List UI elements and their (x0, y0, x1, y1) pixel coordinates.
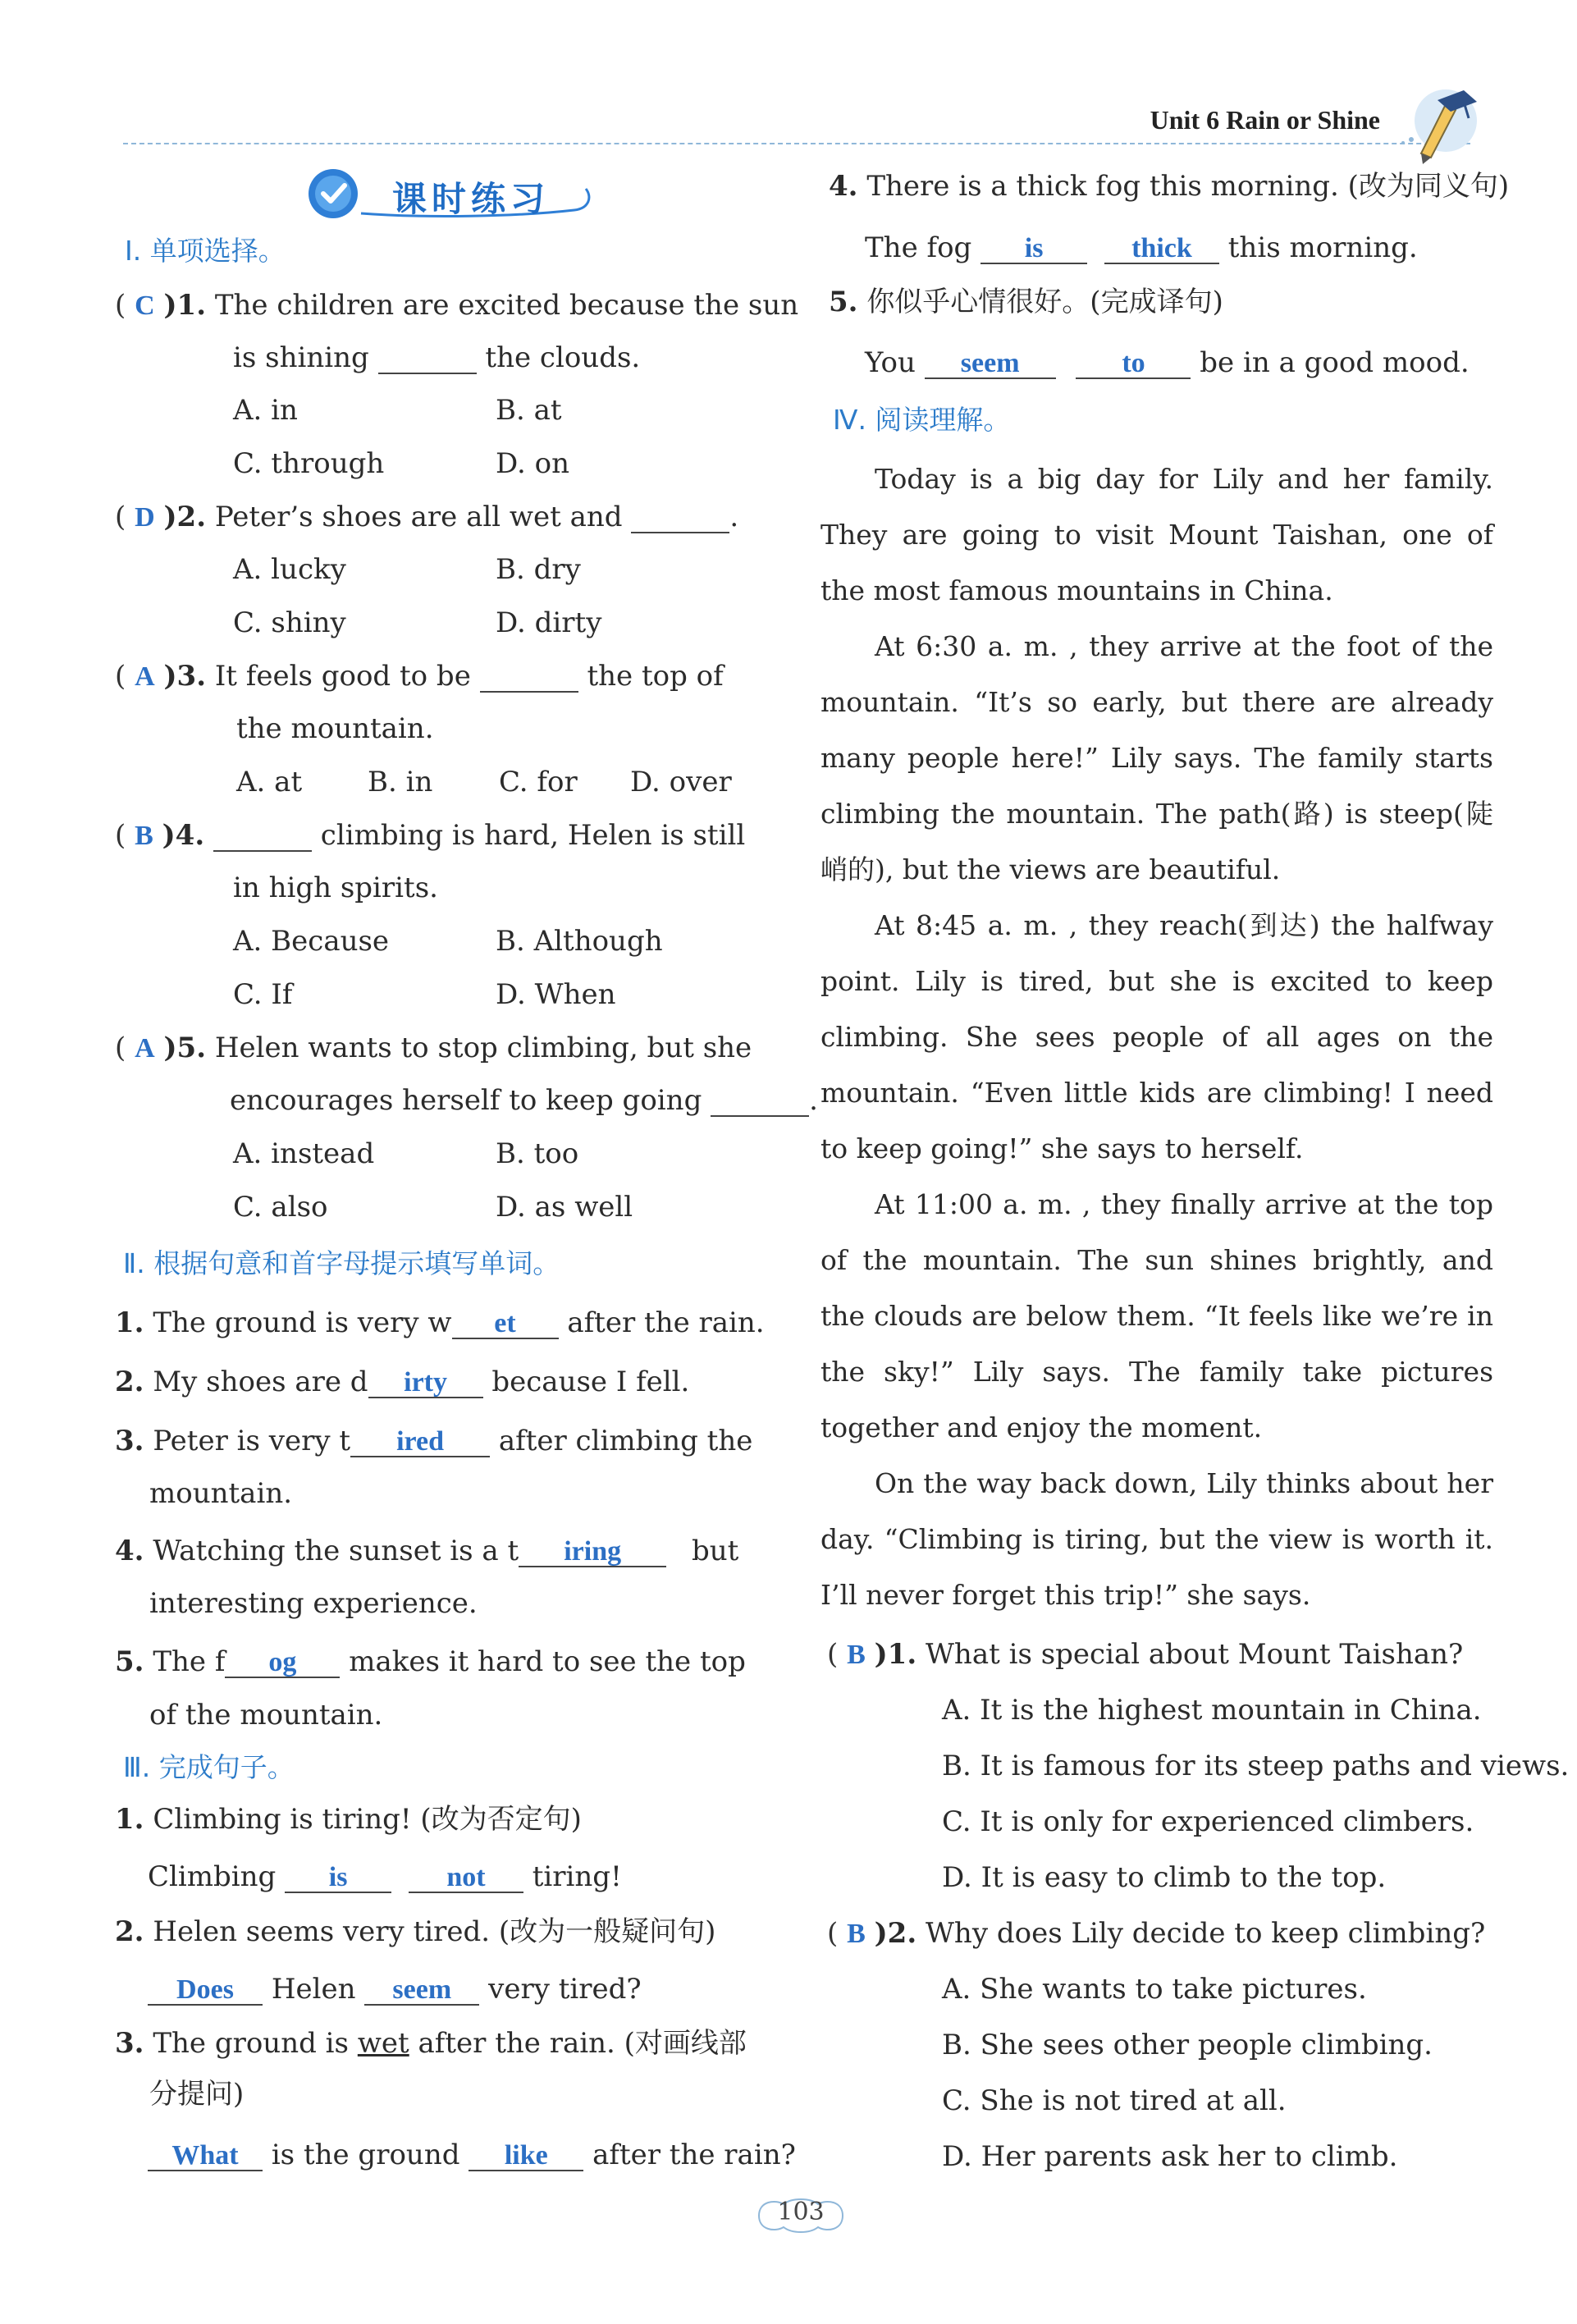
passage-paragraph: Today is a big day for Lily and her family. They are going to visit Mount Taishan, one of the most famous mountains in China. (820, 463, 1493, 606)
passage-paragraph: On the way back down, Lily thinks about her day. “Climbing is tiring, but the view is worth it. I’ll never forget this trip!” she says. (820, 1467, 1493, 1611)
reading-option: C. It is only for experienced climbers. (942, 1805, 1474, 1838)
answer-blank[interactable]: is (285, 1864, 391, 1893)
answer-blank[interactable]: irty (368, 1369, 483, 1398)
answer-blank[interactable]: iring (519, 1538, 666, 1567)
reading-question-2: ( B )2. Why does Lily decide to keep climbing? (827, 1917, 1486, 1950)
pencil-cap-icon (1396, 75, 1487, 166)
underlined-word: wet (357, 2027, 409, 2060)
reading-question-1: ( B )1. What is special about Mount Taishan? (827, 1638, 1464, 1671)
reading-option: A. She wants to take pictures. (942, 1973, 1367, 2006)
reading-option: A. It is the highest mountain in China. (942, 1694, 1482, 1727)
section-3-title: Ⅲ. 完成句子。 (123, 1751, 295, 1783)
answer-blank[interactable]: is (980, 235, 1087, 264)
fill-item-3-cont: mountain. (149, 1477, 293, 1510)
answer-blank[interactable]: seem (925, 350, 1056, 379)
mc-question-5-cont: encourages herself to keep going . (230, 1084, 818, 1117)
mc-options-3: A. at B. in C. for D. over (236, 766, 732, 798)
mc-answer: A (135, 661, 155, 692)
mc-answer: B (847, 1640, 866, 1670)
mc-options-2a: A. lucky B. dry (233, 553, 581, 586)
reading-option: C. She is not tired at all. (942, 2084, 1287, 2117)
answer-blank[interactable] (480, 663, 578, 693)
passage-paragraph: At 8:45 a. m. , they reach(到达) the halfway point. Lily is tired, but she is excited to keep climbing. She sees people of all ages on the mountain. “Even little kids are climbing! I need to keep going!” she says to herself. (820, 909, 1493, 1164)
unit-header: Unit 6 Rain or Shine (1150, 105, 1380, 135)
rewrite-item-3: 3. The ground is wet after the rain. (对画线部 (115, 2027, 747, 2060)
mc-question-3: ( A )3. It feels good to be the top of (115, 660, 724, 693)
answer-blank[interactable] (213, 822, 312, 852)
rewrite-item-5: 5. 你似乎心情很好。(完成译句) (829, 286, 1223, 318)
mc-question-1: ( C )1. The children are excited because the sun (115, 289, 799, 322)
mc-question-4: ( B )4. climbing is hard, Helen is still (115, 819, 746, 852)
fill-item-5: 5. The f og makes it hard to see the top (115, 1645, 746, 1678)
mc-question-2: ( D )2. Peter’s shoes are all wet and . (115, 501, 739, 533)
rewrite-item-2-answer: Does Helen seem very tired? (148, 1971, 642, 2007)
rewrite-item-4-answer: The fog is thick this morning. (865, 231, 1418, 264)
mc-question-5: ( A )5. Helen wants to stop climbing, but she (115, 1032, 752, 1064)
mc-answer: C (135, 290, 155, 321)
mc-question-4-cont: in high spirits. (233, 872, 438, 904)
answer-blank[interactable]: Does (148, 1976, 263, 2006)
reading-option: B. She sees other people climbing. (942, 2029, 1433, 2061)
mc-answer: B (847, 1919, 866, 1949)
badge-title: 课时练习 (392, 179, 551, 219)
mc-options-1b: C. through D. on (233, 447, 570, 480)
mc-answer: B (135, 821, 153, 851)
answer-blank[interactable]: thick (1104, 235, 1219, 264)
rewrite-item-4: 4. There is a thick fog this morning. (改为同义句) (829, 170, 1510, 203)
mc-question-1-cont: is shining the clouds. (233, 341, 641, 374)
answer-blank[interactable] (378, 345, 477, 374)
fill-item-5-cont: of the mountain. (149, 1699, 383, 1732)
fill-item-2: 2. My shoes are d irty because I fell. (115, 1366, 690, 1398)
mc-answer: A (135, 1033, 155, 1064)
answer-blank[interactable]: seem (364, 1976, 479, 2006)
answer-blank[interactable]: et (452, 1310, 559, 1339)
section-1-title: Ⅰ. 单项选择。 (125, 235, 286, 267)
reading-passage (820, 451, 1493, 1623)
answer-blank[interactable]: og (225, 1649, 340, 1678)
answer-blank[interactable]: What (148, 2142, 263, 2171)
mc-options-5a: A. instead B. too (233, 1137, 579, 1170)
page-number: 103 (777, 2198, 825, 2226)
answer-blank[interactable] (631, 504, 729, 533)
header-divider (123, 143, 1470, 144)
fill-item-3: 3. Peter is very t ired after climbing the (115, 1425, 753, 1457)
rewrite-item-5-answer: You seem to be in a good mood. (865, 346, 1470, 379)
fill-item-1: 1. The ground is very w et after the rain. (115, 1306, 765, 1339)
section-2-title: Ⅱ. 根据句意和首字母提示填写单词。 (123, 1247, 560, 1279)
fill-item-4-cont: interesting experience. (149, 1587, 478, 1620)
passage-paragraph: At 11:00 a. m. , they finally arrive at the top of the mountain. The sun shines brightly, and the clouds are below them. “It feels like we’re in the sky!” Lily says. The family take pictures together and enjoy the moment. (820, 1188, 1493, 1443)
rewrite-item-1-answer: Climbing is not tiring! (148, 1860, 622, 1893)
section-4-title: Ⅳ. 阅读理解。 (833, 404, 1011, 436)
reading-option: D. Her parents ask her to climb. (942, 2140, 1398, 2173)
answer-blank[interactable]: not (409, 1864, 523, 1893)
answer-blank[interactable]: ired (350, 1428, 490, 1457)
rewrite-item-1: 1. Climbing is tiring! (改为否定句) (115, 1803, 582, 1836)
mc-answer: D (135, 502, 155, 533)
answer-blank[interactable]: to (1076, 350, 1191, 379)
rewrite-item-3-answer: What is the ground like after the rain? (148, 2137, 796, 2173)
rewrite-item-2: 2. Helen seems very tired. (改为一般疑问句) (115, 1915, 716, 1948)
rewrite-item-3-cont: 分提问) (149, 2078, 245, 2111)
mc-question-3-cont: the mountain. (236, 712, 434, 745)
mc-options-4a: A. Because B. Although (233, 925, 663, 958)
reading-option: D. It is easy to climb to the top. (942, 1861, 1387, 1894)
fill-item-4: 4. Watching the sunset is a t iring but (115, 1535, 739, 1567)
mc-options-2b: C. shiny D. dirty (233, 606, 602, 639)
mc-options-4b: C. If D. When (233, 978, 616, 1011)
mc-options-1a: A. in B. at (233, 394, 562, 427)
reading-option: B. It is famous for its steep paths and views. (942, 1750, 1570, 1782)
answer-blank[interactable] (711, 1087, 809, 1117)
passage-paragraph: At 6:30 a. m. , they arrive at the foot of the mountain. “It’s so early, but there are already many people here!” Lily says. The family starts climbing the mountain. The path(路) is steep(陡峭的), but the views are beautiful. (820, 630, 1493, 885)
answer-blank[interactable]: like (469, 2142, 583, 2171)
mc-options-5b: C. also D. as well (233, 1191, 633, 1224)
